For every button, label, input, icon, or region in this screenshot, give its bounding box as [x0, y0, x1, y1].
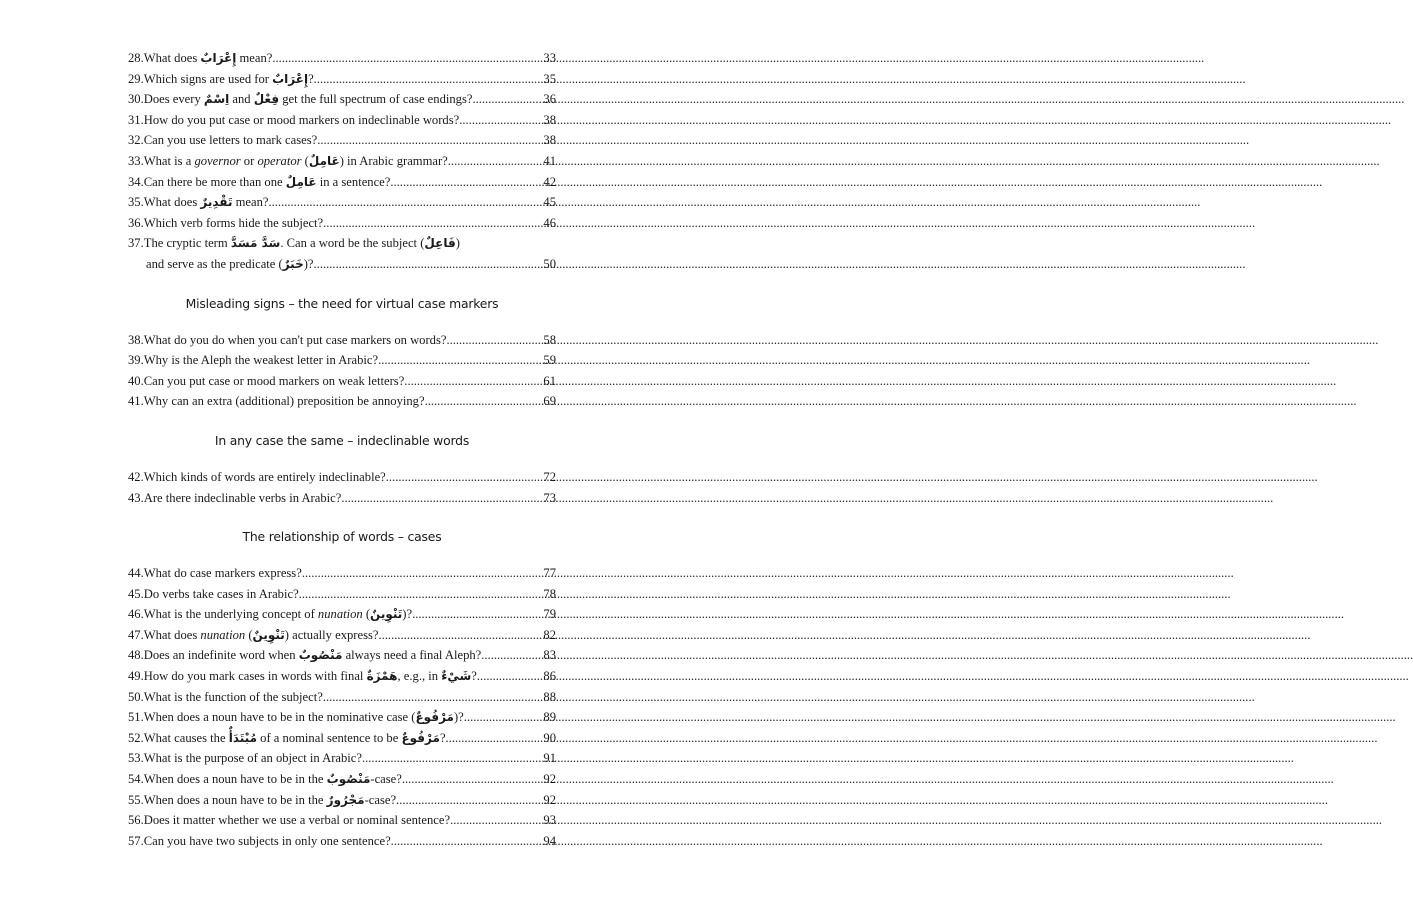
toc-entry	[128, 687, 556, 708]
toc-entry	[128, 391, 556, 412]
entry-title	[144, 350, 378, 371]
dot-leader	[391, 831, 544, 852]
entry-text: Does every	[143, 92, 204, 107]
dot-leader	[314, 69, 544, 90]
page-number: 82	[543, 627, 556, 642]
entry-number: 48.	[128, 648, 144, 663]
entry-text: )	[455, 236, 460, 251]
entry-text: mean?	[236, 51, 273, 65]
entry-text: What is a	[143, 153, 195, 168]
dot-leader	[299, 584, 544, 605]
entry-number: 57.	[128, 833, 144, 848]
page-number: 69	[543, 394, 556, 409]
entry-title	[144, 728, 446, 749]
italic-term: governor	[194, 153, 241, 168]
toc-entry	[128, 645, 556, 666]
entry-text: )?	[303, 256, 314, 271]
toc-entry	[128, 563, 556, 584]
entry-text: Can you put case or mood markers on weak letters?	[143, 373, 405, 388]
entry-title	[144, 130, 317, 151]
entry-number: 29.	[128, 71, 144, 86]
page-number: 35	[543, 71, 556, 86]
entry-text: What is the purpose of an object in Arabic?	[143, 751, 362, 766]
arabic-term: هَمْزَةٌ	[366, 669, 398, 684]
arabic-term: مَجْرُورٌ	[326, 792, 365, 807]
dot-leader	[464, 707, 544, 728]
dot-leader	[323, 213, 543, 234]
section-heading: The relationship of words – cases	[242, 529, 442, 545]
arabic-term: مُبْتَدَأٌ	[228, 730, 258, 745]
entry-text: (	[301, 153, 309, 168]
entry-number: 44.	[128, 566, 144, 581]
entry-number: 32.	[128, 133, 144, 148]
toc-entry	[128, 584, 556, 605]
dot-leader	[302, 563, 544, 584]
entry-title	[144, 69, 314, 90]
toc-entry	[128, 213, 556, 234]
page-number: 36	[543, 92, 556, 107]
italic-term: operator	[257, 153, 302, 168]
arabic-term: فَاعِلٌ	[424, 236, 456, 251]
toc-entry	[128, 69, 556, 90]
entry-number: 56.	[128, 813, 144, 828]
dot-leader	[386, 467, 544, 488]
page-number: 83	[543, 648, 556, 663]
entry-number: 39.	[128, 353, 144, 368]
entry-number: 47.	[128, 627, 144, 642]
arabic-term: خَبَرٌ	[282, 256, 304, 271]
entry-text: Are there indeclinable verbs in Arabic?	[143, 490, 342, 505]
dot-leader	[448, 151, 544, 172]
entry-title	[144, 330, 447, 351]
entry-number: 40.	[128, 373, 144, 388]
entry-text: Can there be more than one	[143, 174, 286, 189]
dot-leader	[446, 330, 543, 351]
entry-text: , e.g., in	[397, 669, 442, 684]
arabic-term: عَامِلٌ	[308, 153, 340, 168]
page-number: 58	[543, 332, 556, 347]
page-number: 73	[543, 490, 556, 505]
toc-entry	[128, 728, 556, 749]
entry-title	[144, 563, 302, 584]
arabic-term: تَنْوِينٌ	[370, 607, 403, 622]
entry-text: What does	[143, 195, 201, 210]
entry-text: -case?	[370, 772, 402, 787]
page-number: 92	[543, 792, 556, 807]
page-number: 72	[543, 469, 556, 484]
entry-text: ?	[471, 669, 477, 684]
page-number: 42	[543, 174, 556, 189]
entry-number: 46.	[128, 607, 144, 622]
table-of-contents	[128, 48, 556, 851]
toc-entry	[128, 371, 556, 392]
entry-text: get the full spectrum of case endings?	[279, 92, 473, 107]
entry-number: 54.	[128, 772, 144, 787]
entry-title-line1	[144, 233, 460, 254]
toc-entry	[128, 467, 556, 488]
dot-leader	[268, 192, 543, 213]
toc-entry	[128, 790, 556, 811]
arabic-term: مَنْصُوبٌ	[326, 772, 371, 787]
toc-group-a	[128, 48, 556, 233]
entry-text: What does	[143, 51, 201, 65]
arabic-term: إِعْرَابٌ	[272, 71, 309, 86]
entry-text: mean?	[232, 195, 269, 210]
entry-text: What is the function of the subject?	[143, 689, 323, 704]
dot-leader	[314, 254, 544, 275]
entry-title	[144, 48, 273, 69]
toc-group-b	[128, 330, 556, 412]
page-number: 41	[543, 153, 556, 168]
page-number: 50	[543, 256, 556, 271]
dot-leader	[472, 89, 543, 110]
entry-text: When does a noun have to be in the nominative case (	[143, 710, 416, 725]
page-number: 46	[543, 215, 556, 230]
page-number: 93	[543, 813, 556, 828]
entry-text: Which verb forms hide the subject?	[143, 215, 324, 230]
entry-text: What do case markers express?	[143, 566, 302, 581]
arabic-term: سَدَّ مَسَدَّ	[230, 236, 281, 251]
entry-text: Does an indefinite word when	[143, 648, 299, 663]
dot-leader	[446, 728, 544, 749]
toc-entry	[128, 192, 556, 213]
entry-text: and serve as the predicate (	[146, 256, 283, 271]
entry-text: )?	[402, 607, 413, 622]
dot-leader	[412, 604, 543, 625]
arabic-term: إِعْرَابٌ	[200, 51, 237, 65]
entry-text: in a sentence?	[316, 174, 391, 189]
entry-title	[144, 151, 448, 172]
entry-number: 55.	[128, 792, 144, 807]
page-number: 77	[543, 566, 556, 581]
entry-title	[144, 769, 402, 790]
entry-text: of a nominal sentence to be	[257, 730, 402, 745]
toc-entry	[128, 748, 556, 769]
arabic-term: شَيْءٌ	[441, 669, 472, 684]
entry-number: 36.	[128, 215, 144, 230]
dot-leader	[272, 48, 543, 69]
entry-text: When does a noun have to be in the	[143, 772, 327, 787]
entry-number: 35.	[128, 195, 144, 210]
entry-number: 43.	[128, 490, 144, 505]
entry-text: What causes the	[143, 730, 229, 745]
toc-entry	[128, 330, 556, 351]
page-number: 33	[543, 51, 556, 65]
entry-title	[144, 467, 386, 488]
entry-title	[144, 687, 323, 708]
entry-number: 42.	[128, 469, 144, 484]
toc-entry	[128, 488, 556, 509]
entry-text: and	[229, 92, 254, 107]
entry-text: Do verbs take cases in Arabic?	[143, 586, 299, 601]
page-number: 86	[543, 669, 556, 684]
entry-title	[144, 748, 362, 769]
entry-text: -case?	[364, 792, 397, 807]
entry-number: 53.	[128, 751, 144, 766]
entry-number: 30.	[128, 92, 144, 107]
entry-title	[144, 488, 342, 509]
entry-number: 38.	[128, 332, 144, 347]
entry-text: The cryptic term	[143, 236, 231, 251]
page-number: 90	[543, 730, 556, 745]
entry-text: always need a final Aleph?	[342, 648, 482, 663]
dot-leader	[378, 350, 543, 371]
dot-leader	[323, 687, 544, 708]
dot-leader	[404, 371, 543, 392]
dot-leader	[402, 769, 544, 790]
entry-number: 37.	[128, 236, 144, 251]
entry-text: . Can a word be the subject (	[280, 236, 425, 251]
toc-group-c	[128, 467, 556, 508]
dot-leader	[396, 790, 543, 811]
toc-entry	[128, 666, 556, 687]
entry-title	[144, 625, 379, 646]
page-number: 79	[543, 607, 556, 622]
toc-entry	[128, 350, 556, 371]
entry-number: 50.	[128, 689, 144, 704]
entry-text: What is the underlying concept of	[143, 607, 318, 622]
entry-text: How do you put case or mood markers on indeclinable words?	[143, 112, 460, 127]
page-number: 38	[543, 112, 556, 127]
entry-title	[144, 645, 482, 666]
dot-leader	[317, 130, 543, 151]
entry-number: 34.	[128, 174, 144, 189]
dot-leader	[425, 391, 544, 412]
page-number: 88	[543, 689, 556, 704]
entry-title	[144, 172, 391, 193]
entry-number: 31.	[128, 112, 144, 127]
entry-text: (	[362, 607, 371, 622]
entry-number: 28.	[128, 51, 144, 65]
entry-text: Which kinds of words are entirely indeclinable?	[143, 469, 386, 484]
arabic-term: مَرْفُوعٌ	[401, 730, 440, 745]
entry-title	[144, 213, 323, 234]
toc-entry-continuation	[128, 254, 556, 275]
italic-term: nunation	[200, 627, 246, 642]
entry-text: Why can an extra (additional) preposition be annoying?	[143, 394, 425, 409]
entry-title	[144, 810, 450, 831]
toc-entry	[128, 130, 556, 151]
arabic-term: تَنْوِينٌ	[252, 627, 285, 642]
entry-text: ?	[439, 730, 446, 745]
entry-text: What does	[143, 627, 201, 642]
page-number: 61	[543, 373, 556, 388]
section-heading: Misleading signs – the need for virtual case markers	[185, 295, 499, 311]
dot-leader	[459, 110, 543, 131]
entry-text: ?	[308, 71, 314, 86]
entry-number: 51.	[128, 710, 144, 725]
entry-number: 45.	[128, 586, 144, 601]
entry-title-line2	[146, 254, 314, 275]
toc-entry	[128, 831, 556, 852]
dot-leader	[341, 488, 543, 509]
entry-number: 49.	[128, 669, 144, 684]
toc-entry	[128, 172, 556, 193]
dot-leader	[481, 645, 543, 666]
page-number: 92	[543, 772, 556, 787]
dot-leader	[477, 666, 544, 687]
toc-entry	[128, 89, 556, 110]
dot-leader	[362, 748, 543, 769]
toc-group-d	[128, 563, 556, 851]
dot-leader	[390, 172, 543, 193]
entry-title	[144, 391, 425, 412]
page-number: 45	[543, 195, 556, 210]
entry-title	[144, 371, 405, 392]
page-number: 89	[543, 710, 556, 725]
dot-leader	[378, 625, 543, 646]
page-number: 94	[543, 833, 556, 848]
italic-term: nunation	[317, 607, 363, 622]
entry-number: 41.	[128, 394, 144, 409]
entry-title	[144, 831, 391, 852]
toc-entry	[128, 769, 556, 790]
page-number: 38	[543, 133, 556, 148]
arabic-term: مَنْصُوبٌ	[298, 648, 343, 663]
arabic-term: تَقْدِيرٌ	[200, 195, 233, 210]
arabic-term: عَامِلٌ	[285, 174, 317, 189]
arabic-term: فِعْلٌ	[253, 92, 280, 107]
entry-text: )?	[453, 710, 464, 725]
entry-title	[144, 666, 477, 687]
toc-entry	[128, 233, 556, 254]
toc-entry	[128, 810, 556, 831]
toc-entry	[128, 48, 556, 69]
entry-text: (	[245, 627, 253, 642]
section-heading: In any case the same – indeclinable words	[214, 432, 470, 448]
entry-number: 33.	[128, 153, 144, 168]
entry-title	[144, 707, 464, 728]
entry-title	[144, 584, 299, 605]
entry-text: How do you mark cases in words with final	[143, 669, 367, 684]
entry-title	[144, 192, 269, 213]
arabic-term: اِسْمٌ	[203, 92, 230, 107]
toc-entry	[128, 707, 556, 728]
entry-text: What do you do when you can't put case markers on words?	[143, 332, 447, 347]
entry-text: When does a noun have to be in the	[143, 792, 327, 807]
entry-text: or	[240, 153, 258, 168]
toc-entry	[128, 604, 556, 625]
toc-entry	[128, 625, 556, 646]
page-number: 91	[543, 751, 556, 766]
entry-text: Does it matter whether we use a verbal or nominal sentence?	[143, 813, 451, 828]
entry-title	[144, 790, 396, 811]
entry-text: Can you use letters to mark cases?	[143, 133, 318, 148]
entry-text: Can you have two subjects in only one sentence?	[143, 833, 391, 848]
entry-text: ) actually express?	[284, 627, 379, 642]
entry-title	[144, 89, 473, 110]
entry-title	[144, 604, 412, 625]
toc-entry	[128, 110, 556, 131]
toc-entry	[128, 151, 556, 172]
arabic-term: مَرْفُوعٌ	[415, 710, 454, 725]
entry-text: Which signs are used for	[143, 71, 273, 86]
page-number: 59	[543, 353, 556, 368]
dot-leader	[450, 810, 543, 831]
entry-title	[144, 110, 459, 131]
entry-number: 52.	[128, 730, 144, 745]
page-number: 78	[543, 586, 556, 601]
entry-text: ) in Arabic grammar?	[339, 153, 448, 168]
entry-text: Why is the Aleph the weakest letter in Arabic?	[143, 353, 379, 368]
